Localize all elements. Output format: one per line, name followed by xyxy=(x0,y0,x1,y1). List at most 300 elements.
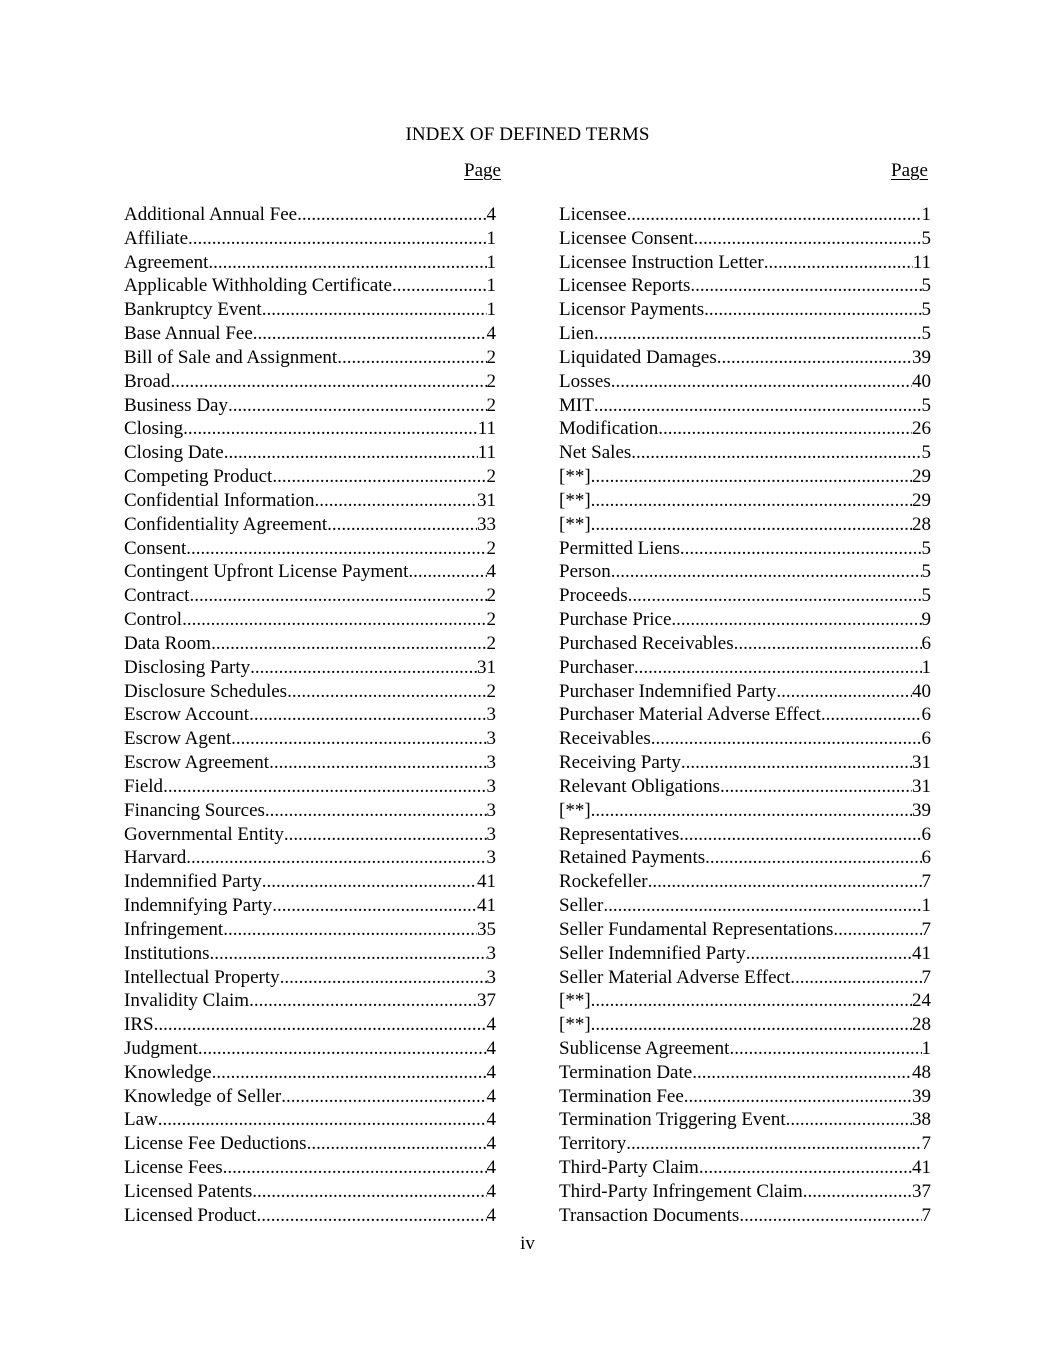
index-term: Receivables xyxy=(559,728,651,750)
dot-leader xyxy=(269,751,486,775)
dot-leader xyxy=(594,394,922,418)
index-page-number: 11 xyxy=(477,442,496,464)
dot-leader xyxy=(679,823,921,847)
dot-leader xyxy=(287,680,486,704)
index-column-left xyxy=(124,203,496,1228)
index-page-number: 31 xyxy=(477,489,496,511)
index-entry xyxy=(559,823,931,847)
index-term: Closing xyxy=(124,418,184,440)
index-term: Financing Sources xyxy=(124,799,265,821)
index-page-number: 2 xyxy=(486,680,496,702)
index-term: [**] xyxy=(559,799,591,821)
index-page-number: 29 xyxy=(912,489,931,511)
index-term: Base Annual Fee xyxy=(124,323,253,345)
index-entry xyxy=(559,203,931,227)
dot-leader xyxy=(265,799,487,823)
dot-leader xyxy=(833,918,921,942)
dot-leader xyxy=(228,394,487,418)
dot-leader xyxy=(154,1013,487,1037)
index-entry xyxy=(124,918,496,942)
index-entry xyxy=(124,203,496,227)
dot-leader xyxy=(680,537,922,561)
index-term: Bill of Sale and Assignment xyxy=(124,346,338,368)
dot-leader xyxy=(821,703,922,727)
index-entry xyxy=(559,751,931,775)
index-page-number: 9 xyxy=(921,609,931,631)
index-term: [**] xyxy=(559,990,591,1012)
index-term: Licensee Instruction Letter xyxy=(559,251,764,273)
page-column-header-right: Page xyxy=(891,160,928,181)
index-page-number: 7 xyxy=(921,918,931,940)
index-term: Closing Date xyxy=(124,442,224,464)
index-entry xyxy=(124,1108,496,1132)
index-term: Termination Triggering Event xyxy=(559,1109,786,1131)
index-entry xyxy=(559,942,931,966)
dot-leader xyxy=(280,966,487,990)
index-page-number: 5 xyxy=(921,585,931,607)
index-page-number: 4 xyxy=(486,1061,496,1083)
index-entry xyxy=(559,894,931,918)
index-term: Institutions xyxy=(124,942,210,964)
index-entry xyxy=(559,513,931,537)
dot-leader xyxy=(314,489,477,513)
index-entry xyxy=(559,703,931,727)
index-term: Termination Fee xyxy=(559,1085,684,1107)
index-entry xyxy=(559,322,931,346)
page-number: iv xyxy=(520,1233,535,1254)
index-page-number: 33 xyxy=(477,513,496,535)
index-entry xyxy=(124,322,496,346)
index-page-number: 35 xyxy=(477,918,496,940)
dot-leader xyxy=(307,1132,487,1156)
index-page-number: 31 xyxy=(912,752,931,774)
index-term: Seller Indemnified Party xyxy=(559,942,746,964)
dot-leader xyxy=(281,1085,486,1109)
index-entry xyxy=(559,1085,931,1109)
index-entry xyxy=(124,1204,496,1228)
index-term: Licensee Consent xyxy=(559,227,694,249)
index-entry xyxy=(124,989,496,1013)
index-entry xyxy=(559,1180,931,1204)
index-term: Knowledge xyxy=(124,1061,212,1083)
dot-leader xyxy=(223,918,477,942)
index-page-number: 31 xyxy=(477,656,496,678)
dot-leader xyxy=(297,203,486,227)
index-entry xyxy=(124,1180,496,1204)
index-term: Confidential Information xyxy=(124,489,315,511)
index-page-number: 40 xyxy=(912,370,931,392)
index-term: Rockefeller xyxy=(559,871,648,893)
index-term: Relevant Obligations xyxy=(559,775,720,797)
index-page-number: 39 xyxy=(912,1085,931,1107)
index-term: Control xyxy=(124,609,183,631)
index-page-number: 40 xyxy=(912,680,931,702)
index-page-number: 5 xyxy=(921,561,931,583)
dot-leader xyxy=(158,1108,487,1132)
index-entry xyxy=(559,799,931,823)
dot-leader xyxy=(720,775,912,799)
index-page-number: 3 xyxy=(486,704,496,726)
index-page-number: 1 xyxy=(486,227,496,249)
dot-leader xyxy=(170,370,486,394)
index-term: Competing Product xyxy=(124,466,273,488)
index-entry xyxy=(124,251,496,275)
index-entry xyxy=(559,1061,931,1085)
dot-leader xyxy=(208,251,486,275)
dot-leader xyxy=(729,1037,921,1061)
index-title: INDEX OF DEFINED TERMS xyxy=(405,124,650,145)
index-entry xyxy=(124,227,496,251)
index-term: Purchaser xyxy=(559,656,634,678)
index-term: Sublicense Agreement xyxy=(559,1037,730,1059)
index-term: Indemnified Party xyxy=(124,871,262,893)
index-term: Harvard xyxy=(124,847,187,869)
index-term: Affiliate xyxy=(124,227,189,249)
dot-leader xyxy=(224,441,478,465)
index-page-number: 6 xyxy=(921,823,931,845)
index-term: Third-Party Claim xyxy=(559,1157,699,1179)
index-entry xyxy=(559,489,931,513)
dot-leader xyxy=(231,727,486,751)
index-term: Permitted Liens xyxy=(559,537,680,559)
dot-leader xyxy=(694,227,922,251)
dot-leader xyxy=(764,251,913,275)
index-term: Seller Fundamental Representations xyxy=(559,918,834,940)
index-term: Disclosure Schedules xyxy=(124,680,288,702)
dot-leader xyxy=(739,1204,921,1228)
index-page-number: 4 xyxy=(486,1133,496,1155)
index-page-number: 1 xyxy=(921,656,931,678)
index-term: Losses xyxy=(559,370,611,392)
index-term: Modification xyxy=(559,418,659,440)
dot-leader xyxy=(210,942,487,966)
dot-leader xyxy=(272,465,486,489)
index-term: Purchase Price xyxy=(559,609,672,631)
dot-leader xyxy=(591,989,912,1013)
index-entry xyxy=(124,346,496,370)
dot-leader xyxy=(611,370,912,394)
dot-leader xyxy=(690,274,921,298)
dot-leader xyxy=(249,703,486,727)
index-entry xyxy=(124,584,496,608)
index-page-number: 41 xyxy=(912,942,931,964)
index-page-number: 39 xyxy=(912,346,931,368)
index-page-number: 3 xyxy=(486,942,496,964)
dot-leader xyxy=(284,823,487,847)
index-page-number: 7 xyxy=(921,966,931,988)
dot-leader xyxy=(681,751,912,775)
index-page-number: 6 xyxy=(921,728,931,750)
index-page-number: 4 xyxy=(486,204,496,225)
index-entry xyxy=(559,370,931,394)
dot-leader xyxy=(611,560,922,584)
index-term: Disclosing Party xyxy=(124,656,251,678)
dot-leader xyxy=(628,584,922,608)
index-page-number: 1 xyxy=(921,1037,931,1059)
dot-leader xyxy=(211,632,486,656)
index-page-number: 2 xyxy=(486,585,496,607)
index-page-number: 31 xyxy=(912,775,931,797)
index-entry xyxy=(559,346,931,370)
index-entry xyxy=(559,1037,931,1061)
index-term: [**] xyxy=(559,513,591,535)
index-term: Net Sales xyxy=(559,442,632,464)
index-term: Agreement xyxy=(124,251,209,273)
dot-leader xyxy=(198,1037,487,1061)
dot-leader xyxy=(704,298,921,322)
index-term: Representatives xyxy=(559,823,680,845)
index-term: Person xyxy=(559,561,611,583)
index-entry xyxy=(124,274,496,298)
dot-leader xyxy=(337,346,486,370)
page-column-header-left: Page xyxy=(464,160,501,181)
index-term: Proceeds xyxy=(559,585,628,607)
index-page-number: 5 xyxy=(921,227,931,249)
index-page-number: 4 xyxy=(486,1180,496,1202)
index-page-number: 5 xyxy=(921,275,931,297)
index-entry xyxy=(124,465,496,489)
index-term: License Fees xyxy=(124,1157,223,1179)
dot-leader xyxy=(648,870,922,894)
index-term: MIT xyxy=(559,394,594,416)
index-page-number: 2 xyxy=(486,609,496,631)
index-page-number: 24 xyxy=(912,990,931,1012)
index-entry xyxy=(559,298,931,322)
index-entry xyxy=(124,846,496,870)
index-entry xyxy=(559,870,931,894)
index-term: IRS xyxy=(124,1014,154,1036)
index-page-number: 48 xyxy=(912,1061,931,1083)
dot-leader xyxy=(392,274,487,298)
index-entry xyxy=(559,274,931,298)
index-page-number: 3 xyxy=(486,728,496,750)
dot-leader xyxy=(163,775,486,799)
dot-leader xyxy=(790,966,921,990)
index-entry xyxy=(559,1156,931,1180)
index-entry xyxy=(559,775,931,799)
index-entry xyxy=(124,417,496,441)
index-entry xyxy=(559,537,931,561)
dot-leader xyxy=(631,441,921,465)
index-page-number: 11 xyxy=(477,418,496,440)
dot-leader xyxy=(627,203,922,227)
index-term: Receiving Party xyxy=(559,752,681,774)
dot-leader xyxy=(734,632,922,656)
index-term: Licensor Payments xyxy=(559,299,705,321)
dot-leader xyxy=(684,1085,912,1109)
index-page-number: 11 xyxy=(912,251,931,273)
dot-leader xyxy=(262,870,477,894)
index-entry xyxy=(124,823,496,847)
index-term: Third-Party Infringement Claim xyxy=(559,1180,803,1202)
index-entry xyxy=(124,1037,496,1061)
index-entry xyxy=(559,846,931,870)
dot-leader xyxy=(746,942,912,966)
index-page-number: 1 xyxy=(486,251,496,273)
index-page-number: 5 xyxy=(921,394,931,416)
index-page-number: 6 xyxy=(921,704,931,726)
index-page-number: 37 xyxy=(477,990,496,1012)
index-entry xyxy=(124,394,496,418)
index-page-number: 1 xyxy=(921,895,931,917)
dot-leader xyxy=(603,894,921,918)
index-page-number: 5 xyxy=(921,442,931,464)
dot-leader xyxy=(262,298,487,322)
index-page-number: 2 xyxy=(486,466,496,488)
index-page-number: 29 xyxy=(912,466,931,488)
index-page-number: 37 xyxy=(912,1180,931,1202)
index-entry xyxy=(124,1156,496,1180)
index-term: Licensed Patents xyxy=(124,1180,253,1202)
index-term: Lien xyxy=(559,323,594,345)
index-page-number: 28 xyxy=(912,513,931,535)
index-page-number: 4 xyxy=(486,1157,496,1179)
dot-leader xyxy=(591,489,912,513)
index-entry xyxy=(124,298,496,322)
index-entry xyxy=(124,1132,496,1156)
index-term: Judgment xyxy=(124,1037,198,1059)
dot-leader xyxy=(591,1013,912,1037)
index-page-number: 2 xyxy=(486,394,496,416)
index-page-number: 6 xyxy=(921,847,931,869)
dot-leader xyxy=(189,584,486,608)
index-entry xyxy=(124,632,496,656)
index-term: Territory xyxy=(559,1133,627,1155)
dot-leader xyxy=(186,537,486,561)
index-entry xyxy=(124,513,496,537)
index-entry xyxy=(124,441,496,465)
index-term: Field xyxy=(124,775,164,797)
index-page-number: 7 xyxy=(921,1133,931,1155)
index-entry xyxy=(124,703,496,727)
index-entry xyxy=(559,417,931,441)
index-page-number: 7 xyxy=(921,871,931,893)
index-entry xyxy=(559,1204,931,1228)
index-page-number: 1 xyxy=(486,275,496,297)
index-entry xyxy=(124,656,496,680)
dot-leader xyxy=(634,656,922,680)
index-term: Data Room xyxy=(124,632,212,654)
index-entry xyxy=(124,1061,496,1085)
index-term: Knowledge of Seller xyxy=(124,1085,282,1107)
index-entry xyxy=(559,441,931,465)
index-entry xyxy=(124,894,496,918)
index-entry xyxy=(124,608,496,632)
index-entry xyxy=(124,1085,496,1109)
dot-leader xyxy=(252,1180,486,1204)
index-term: Contingent Upfront License Payment xyxy=(124,561,409,583)
dot-leader xyxy=(671,608,921,632)
index-term: Purchased Receivables xyxy=(559,632,734,654)
index-term: Transaction Documents xyxy=(559,1204,740,1226)
index-page-number: 3 xyxy=(486,752,496,774)
index-entry xyxy=(124,560,496,584)
index-page-number: 1 xyxy=(921,204,931,225)
index-term: Broad xyxy=(124,370,171,392)
index-page-number: 26 xyxy=(912,418,931,440)
index-page-number: 39 xyxy=(912,799,931,821)
index-entry xyxy=(124,370,496,394)
index-entry xyxy=(124,680,496,704)
index-entry xyxy=(124,751,496,775)
index-term: Liquidated Damages xyxy=(559,346,717,368)
index-term: Bankruptcy Event xyxy=(124,299,262,321)
dot-leader xyxy=(705,846,921,870)
index-page-number: 41 xyxy=(912,1157,931,1179)
index-term: Purchaser Indemnified Party xyxy=(559,680,777,702)
index-term: Contract xyxy=(124,585,190,607)
index-term: Governmental Entity xyxy=(124,823,284,845)
index-page-number: 4 xyxy=(486,1085,496,1107)
index-entry xyxy=(559,656,931,680)
dot-leader xyxy=(250,656,477,680)
index-column-right xyxy=(559,203,931,1228)
index-page-number: 41 xyxy=(477,895,496,917)
index-term: Purchaser Material Adverse Effect xyxy=(559,704,821,726)
dot-leader xyxy=(591,799,912,823)
index-term: Invalidity Claim xyxy=(124,990,250,1012)
dot-leader xyxy=(183,417,478,441)
index-entry xyxy=(124,775,496,799)
index-term: Licensed Product xyxy=(124,1204,257,1226)
index-page-number: 4 xyxy=(486,323,496,345)
index-entry xyxy=(559,727,931,751)
index-page-number: 3 xyxy=(486,799,496,821)
dot-leader xyxy=(223,1156,487,1180)
index-entry xyxy=(124,537,496,561)
index-term: Confidentiality Agreement xyxy=(124,513,328,535)
dot-leader xyxy=(591,465,912,489)
index-term: Indemnifying Party xyxy=(124,895,273,917)
index-term: [**] xyxy=(559,466,591,488)
dot-leader xyxy=(327,513,477,537)
dot-leader xyxy=(249,989,477,1013)
index-entry xyxy=(124,942,496,966)
index-entry xyxy=(124,489,496,513)
index-term: License Fee Deductions xyxy=(124,1133,307,1155)
dot-leader xyxy=(692,1061,912,1085)
index-page-number: 38 xyxy=(912,1109,931,1131)
index-page-number: 2 xyxy=(486,370,496,392)
index-entry xyxy=(559,465,931,489)
dot-leader xyxy=(717,346,912,370)
index-entry xyxy=(124,870,496,894)
index-term: Licensee Reports xyxy=(559,275,691,297)
index-entry xyxy=(559,680,931,704)
index-term: Consent xyxy=(124,537,187,559)
index-term: Escrow Account xyxy=(124,704,250,726)
index-page-number: 28 xyxy=(912,1014,931,1036)
dot-leader xyxy=(272,894,477,918)
index-term: Licensee xyxy=(559,204,627,225)
index-page-number: 4 xyxy=(486,1014,496,1036)
index-entry xyxy=(559,608,931,632)
index-page-number: 3 xyxy=(486,847,496,869)
index-page-number: 41 xyxy=(477,871,496,893)
index-term: Additional Annual Fee xyxy=(124,204,298,225)
index-page-number: 7 xyxy=(921,1204,931,1226)
index-page-number: 2 xyxy=(486,346,496,368)
index-page-number: 4 xyxy=(486,561,496,583)
dot-leader xyxy=(594,322,922,346)
index-page-number: 2 xyxy=(486,632,496,654)
index-entry xyxy=(559,966,931,990)
index-term: Law xyxy=(124,1109,158,1131)
dot-leader xyxy=(182,608,486,632)
dot-leader xyxy=(253,322,487,346)
index-page-number: 3 xyxy=(486,775,496,797)
dot-leader xyxy=(186,846,486,870)
